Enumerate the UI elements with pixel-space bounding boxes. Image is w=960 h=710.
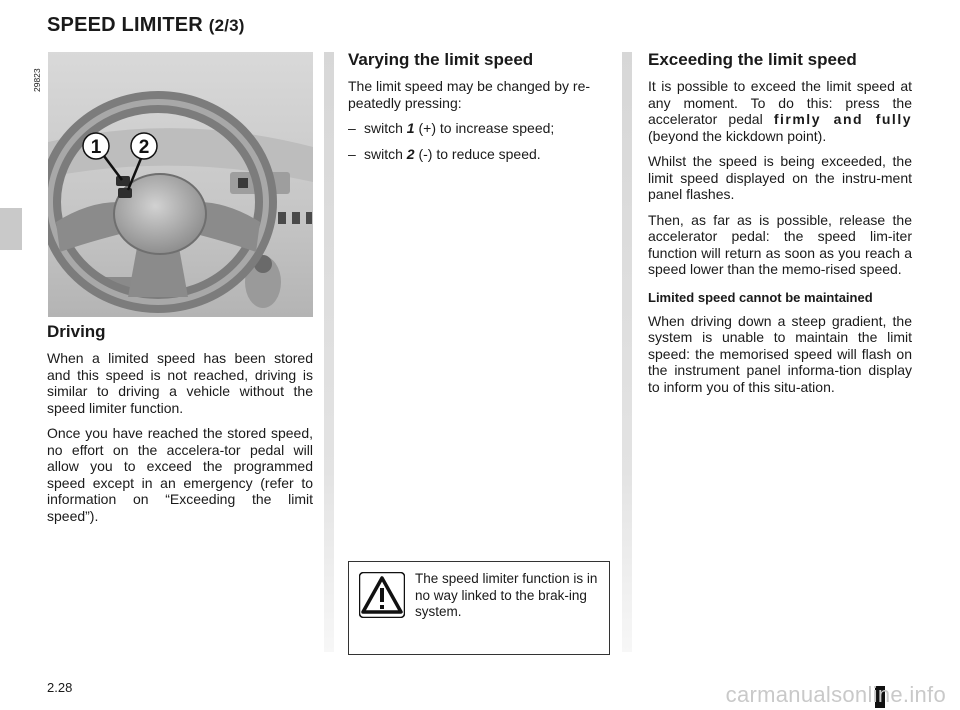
switch-2-button (118, 188, 132, 198)
column-divider-2 (622, 52, 632, 652)
varying-bullet-2 (348, 146, 613, 163)
exceeding-paragraph-4: When driving down a steep gradient, the system is unable to maintain the limit speed: the memorised speed will flash on the instrument panel informa-tion display to inform you of this situ-ation. (648, 312, 912, 395)
maintained-subheading: Limited speed cannot be maintained (648, 289, 873, 305)
varying-bullet-1 (348, 120, 613, 137)
column-divider-1 (324, 52, 334, 652)
switch-1-button (116, 176, 130, 186)
page-number: 2.28 (47, 680, 73, 695)
title-part-indicator: (2/3) (208, 16, 245, 35)
warning-box (348, 561, 610, 655)
page-title (47, 14, 245, 37)
exceeding-paragraph-1 (648, 78, 912, 144)
bullet-pre: switch (364, 120, 407, 136)
p1-pre: It is possible to exceed the limit speed at any moment. To do this: press the accelerator pedal (648, 78, 912, 127)
chapter-tab (0, 208, 22, 250)
callout-2-label: 2 (138, 137, 150, 158)
driving-paragraph-1: When a limited speed has been stored and this speed is not reached, driving is similar to driving a vehicle without the speed limiter function. (47, 350, 313, 416)
figure-code-text: 29823 (32, 68, 42, 92)
bullet-dash: – (348, 120, 356, 136)
dashboard-switch-2 (292, 212, 300, 224)
driving-section (47, 322, 313, 533)
exceeding-paragraph-3: Then, as far as is possible, release the accelerator pedal: the speed lim-iter function will return as soon as you reach a speed lower than the memo-rised speed. (648, 211, 912, 277)
steering-wheel-figure (48, 52, 313, 317)
p1-post: (beyond the kickdown point). (648, 127, 827, 144)
bullet-post: (+) to increase speed; (414, 120, 555, 136)
varying-section (348, 50, 613, 171)
switch-number: 1 (406, 120, 415, 136)
dashboard-button (238, 178, 248, 188)
bullet-text (364, 146, 541, 163)
warning-text: The speed limiter function is in no way linked to the brak-ing system. (415, 571, 598, 619)
driving-heading: Driving (47, 322, 106, 341)
driving-paragraph-2: Once you have reached the stored speed, no effort on the accelera-tor pedal will allow you to exceed the programmed speed except in an emergency (refer to information on “Exceeding the limit speed”). (47, 425, 313, 524)
dashboard-switch-1 (278, 212, 286, 224)
varying-heading: Varying the limit speed (348, 50, 534, 69)
dashboard-switch-3 (306, 212, 312, 224)
watermark: carmanualsonline.info (725, 682, 946, 707)
bullet-post: (-) to reduce speed. (414, 145, 541, 162)
exceeding-section (648, 50, 912, 404)
varying-intro: The limit speed may be changed by re-peatedly pressing: (348, 78, 591, 111)
bullet-pre: switch (364, 145, 407, 162)
callout-1-label: 1 (90, 137, 102, 158)
figure-code (30, 54, 44, 94)
exceeding-paragraph-2: Whilst the speed is being exceeded, the limit speed displayed on the instru-ment panel flashes. (648, 153, 912, 202)
warning-icon (359, 572, 405, 618)
p1-emphasis: firmly and fully (773, 111, 912, 127)
bullet-dash: – (348, 145, 356, 162)
exceeding-heading: Exceeding the limit speed (648, 50, 857, 69)
switch-number: 2 (406, 145, 415, 162)
bullet-text (364, 120, 554, 137)
title-text: SPEED LIMITER (47, 14, 203, 36)
